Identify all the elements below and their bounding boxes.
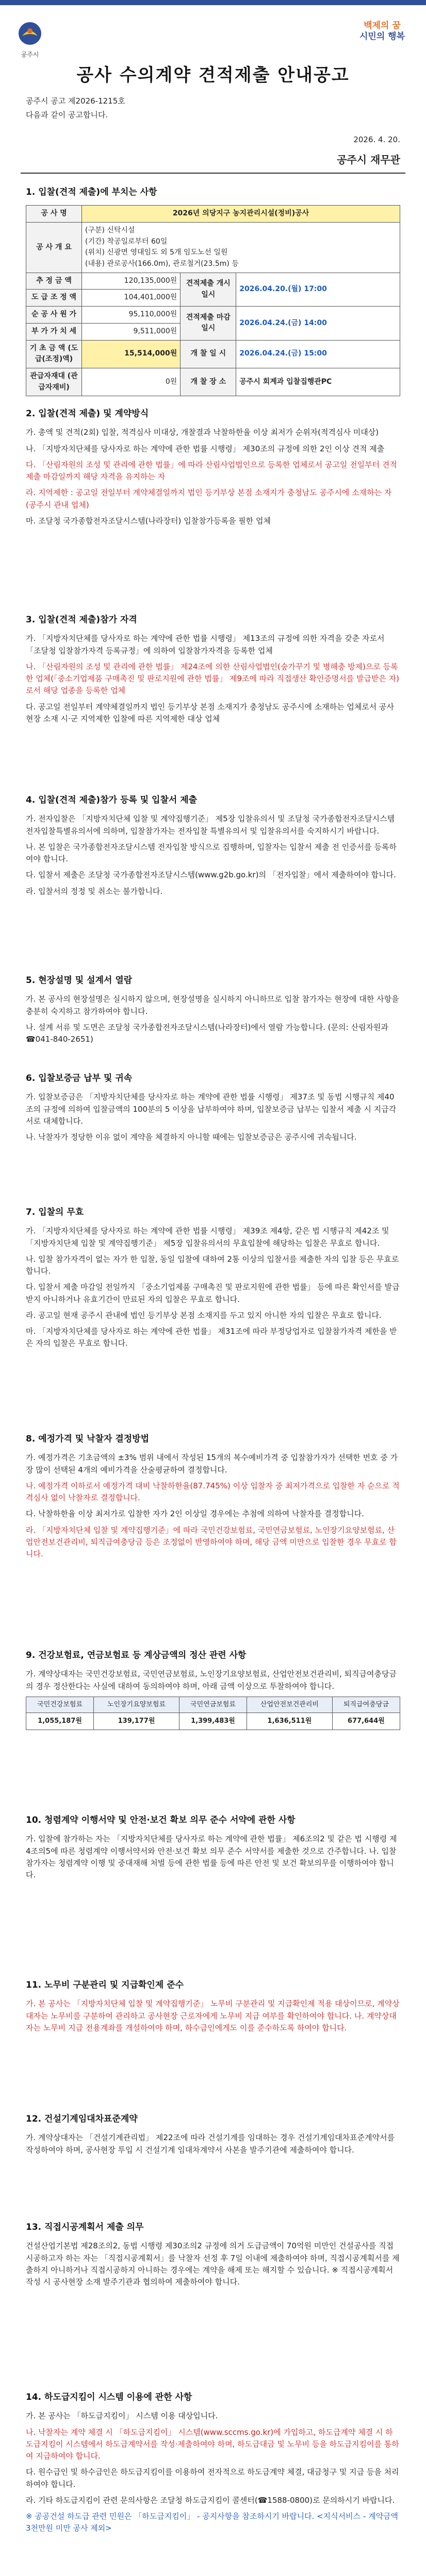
- bid-info-table: [26, 205, 400, 396]
- top-accent-bar: [0, 0, 426, 5]
- section-12: [26, 2112, 400, 2160]
- base-value: 15,514,000원: [82, 340, 181, 368]
- section-12-title: 12. 건설기계임대차표준계약: [26, 2114, 138, 2124]
- section-13: [26, 2221, 400, 2292]
- insurance-value: 1,399,483원: [179, 1713, 247, 1730]
- overview-item: (내용) 관로공사(166.0m), 관로철거(23.5m) 등: [85, 260, 239, 268]
- section-2: [26, 407, 400, 531]
- section-8-item: 라. 「지방자치단체 입찰 및 계약집행기준」에 따라 국민건강보험료, 국민연금보험료, 노인장기요양보험료, 산업안전보건관리비, 퇴직급여충당금 등은 조정없이 반영하여야 하며, 해당 금액 미만으로 입찰한 경우 무효로 합니다.: [26, 1525, 397, 1559]
- design-label: 도 급 조 정 액: [26, 290, 82, 307]
- section-13-text: 건설산업기본법 제28조의2, 동법 시행령 제30조의2 규정에 의거 도급금액이 70억원 미만인 건설공사를 직접 시공하고자 하는 자는 「직접시공계획서」를 낙찰자 선정 후 7일 이내에 제출하여야 하며, 직접시공계획서를 제출하지 아니하거나 직접시공하지 아니하는 경우에는 계약을 해제 또는 해지할 수 있습니다. ※ 직접시공계획서 작성 시 공사현장 소재 발주기관과 협의하여 제출하여야 합니다.: [26, 2241, 400, 2287]
- insurance-header: 노인장기요양보험료: [94, 1697, 179, 1713]
- section-12-text: 가. 계약상대자는 「건설기계관리법」 제22조에 따라 건설기계를 임대하는 경우 건설기계임대차표준계약서를 작성하여야 하며, 공사현장 투입 시 건설기계 임대차계약서 사본을 발주기관에 제출하여야 합니다.: [26, 2133, 395, 2155]
- section-9-text: 가. 계약상대자는 국민건강보험료, 국민연금보험료, 노인장기요양보험료, 산업안전보건관리비, 퇴직급여충당금의 경우 정산한다는 사실에 대하여 동의하여야 하며, 아래 금액 이상으로 투찰하여야 합니다.: [26, 1669, 397, 1691]
- base-label: 기 초 금 액 (도급(조정)액): [26, 340, 82, 368]
- section-7: [26, 1206, 400, 1354]
- vat-value: 9,511,000원: [82, 323, 181, 340]
- submit-start-label: 견적제출 개시 일시: [181, 273, 236, 306]
- section-10-title: 10. 청렴계약 이행서약 및 안전·보건 확보 의무 준수 서약에 관한 사항: [26, 1815, 296, 1825]
- section-2-item: 마. 조달청 국가종합전자조달시스템(나라장터) 입찰참가등록을 필한 업체: [26, 516, 271, 526]
- submit-end-value: 2026.04.24.(금) 14:00: [236, 307, 400, 340]
- section-14-item: 다. 원수급인 및 하수급인은 하도급지킴이를 이용하여 전자적으로 하도급계약 체결, 대금청구 및 지급 등을 처리하여야 합니다.: [26, 2467, 399, 2489]
- notice-date: 2026. 4. 20.: [353, 135, 400, 144]
- material-label: 관급자재대 (관급자재비): [26, 368, 82, 396]
- cost-value: 95,110,000원: [82, 307, 181, 324]
- section-6: [26, 1072, 400, 1147]
- open-label: 개 찰 일 시: [181, 340, 236, 368]
- insurance-header: 퇴직급여충당금: [332, 1697, 400, 1713]
- section-11-title: 11. 노무비 구분관리 및 지급확인제 준수: [26, 1980, 184, 1990]
- material-value: 0원: [82, 368, 181, 396]
- section-14: [26, 2391, 400, 2539]
- section-4-item: 다. 입찰서 제출은 조달청 국가종합전자조달시스템(www.g2b.go.kr)의 「전자입찰」에서 제출하여야 합니다.: [26, 870, 396, 880]
- slogan-line-1: 백제의 꿈: [364, 21, 401, 31]
- section-7-item: 마. 「지방자치단체를 당사자로 하는 계약에 관한 법률」 제31조에 따라 부정당업자로 입찰참가자격 제한을 받은 자의 입찰은 무효로 합니다.: [26, 1327, 397, 1348]
- section-2-item: 나. 「지방자치단체를 당사자로 하는 계약에 관한 법률 시행령」 제30조의 규정에 의한 2인 이상 견적 제출: [26, 444, 385, 453]
- section-8: [26, 1432, 400, 1564]
- open-value: 2026.04.24.(금) 15:00: [236, 340, 400, 368]
- insurance-header: 국민건강보험료: [26, 1697, 94, 1713]
- section-7-title: 7. 입찰의 무효: [26, 1207, 84, 1217]
- city-logo: [15, 21, 44, 60]
- city-slogan: [354, 21, 411, 43]
- project-label: 공 사 명: [26, 206, 82, 223]
- design-value: 104,401,000원: [82, 290, 181, 307]
- section-14-item: 라. 기타 하도급지킴이 관련 문의사항은 조달청 하도급지킴이 콜센터(☎1588-0800)로 문의하시기 바랍니다.: [26, 2495, 395, 2505]
- section-3-item: 다. 공고일 전일부터 계약체결일까지 법인 등기부상 본점 소재지가 충청남도 공주시에 소재하는 업체로서 공사현장 소재 시·군 지역제한 입찰에 따른 지역제한 대상 업체: [26, 702, 395, 723]
- section-14-item: 가. 본 공사는 「하도급지킴이」 시스템 이용 대상입니다.: [26, 2411, 218, 2421]
- section-6-item: 나. 낙찰자가 정당한 이유 없이 계약을 체결하지 아니할 때에는 입찰보증금은 공주시에 귀속됩니다.: [26, 1132, 357, 1142]
- section-14-item: ※ 공공건설 하도급 관련 민원은 「하도급지킴이」 - 공지사항을 참조하시기 바랍니다. <지식서비스 - 계약금액 3천만원 미만 공사 제외>: [26, 2512, 399, 2533]
- section-4-item: 나. 본 입찰은 국가종합전자조달시스템 전자입찰 방식으로 집행하며, 입찰자는 입찰서 제출 전 인증서를 등록하여야 합니다.: [26, 842, 397, 864]
- city-emblem-icon: [17, 21, 43, 46]
- section-7-item: 나. 입찰 참가자격이 없는 자가 한 입찰, 동일 입찰에 대하여 2통 이상의 입찰서를 제출한 자의 입찰 등은 무효로 합니다.: [26, 1254, 399, 1276]
- section-4-item: 가. 전자입찰은 「지방자치단체 입찰 및 계약집행기준」 제5장 입찰유의서 및 조달청 국가종합전자조달시스템 전자입찰특별유의서에 의하며, 입찰참가자는 전자입찰 특별유의서 및 입찰유의서를 숙지하시기 바랍니다.: [26, 814, 395, 836]
- notice-intro: 다음과 같이 공고합니다.: [26, 110, 108, 120]
- overview-cell: [82, 223, 400, 273]
- section-3-item: 나. 「산림자원의 조성 및 관리에 관한 법률」 제24조에 의한 산림사업법인(숲가꾸기 및 병해충 방제)으로 등록한 업체(「중소기업제품 구매촉진 및 판로지원에 관한 법률」 제9조에 따라 직접생산 확인증명서를 발급받은 자)로서 해당 업종을 등록한 업체: [26, 662, 400, 696]
- section-8-item: 다. 낙찰하한율 이상 최저가로 입찰한 자가 2인 이상일 경우에는 추첨에 의하여 낙찰자를 결정합니다.: [26, 1509, 364, 1519]
- header-divider: [21, 173, 405, 174]
- section-14-title: 14. 하도급지킴이 시스템 이용에 관한 사항: [26, 2392, 192, 2402]
- insurance-header: 국민연금보험료: [179, 1697, 247, 1713]
- section-3: [26, 613, 400, 729]
- section-13-title: 13. 직접시공계획서 제출 의무: [26, 2222, 144, 2232]
- section-2-item: 라. 지역제한 : 공고일 전일부터 계약체결일까지 법인 등기부상 본점 소재지가 충청남도 공주시에 소재하는 자(공주시 관내 업체): [26, 488, 392, 510]
- insurance-value: 139,177원: [94, 1713, 179, 1730]
- section-5-item: 나. 설계 서류 및 도면은 조달청 국가종합전자조달시스템(나라장터)에서 열람 가능합니다. (문의: 산림자원과 ☎041-840-2651): [26, 1022, 388, 1044]
- section-11-text: 가. 본 공사는 「지방자치단체 입찰 및 계약집행기준」 노무비 구분관리 및 지급확인제 적용 대상이므로, 계약상대자는 노무비를 구분하여 관리하고 공사현장 근로자에게 노무비 지급 여부를 확인하여야 합니다. 나. 계약상대자는 노무비 지급 전용계좌를 개설하여야 하며, 하수급인에게도 이를 준수하도록 하여야 합니다.: [26, 1999, 400, 2032]
- estimate-label: 추 정 금 액: [26, 273, 82, 290]
- section-6-title: 6. 입찰보증금 납부 및 귀속: [26, 1073, 133, 1083]
- insurance-value: 677,644원: [332, 1713, 400, 1730]
- insurance-value: 1,055,187원: [26, 1713, 94, 1730]
- section-9-title: 9. 건강보험료, 연금보험료 등 계상금액의 정산 관련 사항: [26, 1650, 247, 1660]
- slogan-line-2: 시민의 행복: [359, 31, 405, 42]
- section-9: [26, 1649, 400, 1730]
- notice-meta: [26, 95, 125, 124]
- section-10: [26, 1814, 400, 1885]
- section-2-title: 2. 입찰(견적 제출) 및 계약방식: [26, 409, 149, 419]
- cost-label: 순 공 사 원 가: [26, 307, 82, 324]
- submit-end-label: 견적제출 마감 일시: [181, 307, 236, 340]
- section-7-item: 가. 「지방자치단체를 당사자로 하는 계약에 관한 법률 시행령」 제39조 제4항, 같은 법 시행규칙 제42조 및 「지방자치단체 입찰 및 계약집행기준」 제5장 입찰유의서의 무효입찰에 해당하는 입찰은 무효로 합니다.: [26, 1226, 389, 1248]
- notice-number: 공주시 공고 제2026-1215호: [26, 96, 125, 106]
- overview-item: (위치) 신광면 영대임도 외 5개 임도노선 일원: [85, 248, 228, 257]
- vat-label: 부 가 가 치 세: [26, 323, 82, 340]
- project-name: 2026년 의당지구 농지관리시설(정비)공사: [82, 206, 400, 223]
- section-5-item: 가. 본 공사의 현장설명은 실시하지 않으며, 현장설명을 실시하지 아니하므로 입찰 참가자는 현장에 대한 사항을 충분히 숙지하고 참가하여야 합니다.: [26, 994, 399, 1016]
- section-4: [26, 793, 400, 902]
- section-3-item: 가. 「지방자치단체를 당사자로 하는 계약에 관한 법률 시행령」 제13조의 규정에 의한 자격을 갖춘 자로서 「조달청 입찰참가자격 등록규정」에 의하여 입찰참가자격을 등록한 업체: [26, 634, 385, 655]
- section-4-title: 4. 입찰(견적 제출)참가 등록 및 입찰서 제출: [26, 795, 198, 805]
- place-label: 개 찰 장 소: [181, 368, 236, 396]
- section-4-item: 라. 입찰서의 정정 및 취소는 불가합니다.: [26, 886, 163, 896]
- section-7-item: 다. 입찰서 제출 마감일 전일까지 「중소기업제품 구매촉진 및 판로지원에 관한 법률」 등에 따른 확인서를 발급받지 아니하거나 유효기간이 만료된 자의 입찰은 무효로 합니다.: [26, 1282, 400, 1304]
- submit-start-value: 2026.04.20.(월) 17:00: [236, 273, 400, 306]
- section-1-title: 1. 입찰(견적 제출)에 부치는 사항: [26, 187, 157, 197]
- overview-item: (구분) 신탁시설: [85, 226, 135, 235]
- section-8-item: 가. 예정가격은 기초금액의 ±3% 범위 내에서 작성된 15개의 복수예비가격 중 입찰참가자가 선택한 번호 중 가장 많이 선택된 4개의 예비가격을 산술평균하여 결정합니다.: [26, 1453, 398, 1475]
- section-6-item: 가. 입찰보증금은 「지방자치단체를 당사자로 하는 계약에 관한 법률 시행령」 제37조 및 동법 시행규칙 제40조의 규정에 의하여 입찰금액의 100분의 5 이상을 납부하여야 하며, 입찰보증금 납부는 입찰서 제출 시 지급각서로 대체합니다.: [26, 1092, 397, 1126]
- overview-label: 공 사 개 요: [26, 223, 82, 273]
- section-5-title: 5. 현장설명 및 설계서 열람: [26, 975, 133, 986]
- notice-issuer: 공주시 재무관: [337, 154, 400, 166]
- section-5: [26, 974, 400, 1049]
- logo-caption: 공주시: [21, 51, 39, 59]
- insurance-header: 산업안전보건관리비: [247, 1697, 333, 1713]
- section-8-item: 나. 예정가격 이하로서 예정가격 대비 낙찰하한율(87.745%) 이상 입찰자 중 최저가격으로 입찰한 자 순으로 적격심사 없이 낙찰자로 결정합니다.: [26, 1481, 400, 1503]
- place-value: 공주시 회계과 입찰집행관PC: [236, 368, 400, 396]
- section-8-title: 8. 예정가격 및 낙찰자 결정방법: [26, 1434, 150, 1444]
- section-1: [26, 185, 400, 396]
- insurance-table: [26, 1697, 400, 1730]
- section-11: [26, 1978, 400, 2038]
- section-14-item: 나. 낙찰자는 계약 체결 시 「하도급지킴이」 시스템(www.sccms.go.kr)에 가입하고, 하도급계약 체결 시 하도급지킴이 시스템에서 하도급계약서를 작성·제출하여야 하며, 하도급대금 및 노무비 등을 하도급지킴이를 통하여 지급하여야 합니다.: [26, 2427, 399, 2461]
- section-7-item: 라. 공고일 현재 공주시 관내에 법인 등기부상 본점 소재지를 두고 있지 아니한 자의 입찰은 무효로 합니다.: [26, 1310, 382, 1320]
- section-10-text: 가. 입찰에 참가하는 자는 「지방자치단체를 당사자로 하는 계약에 관한 법률」 제6조의2 및 같은 법 시행령 제4조의5에 따른 청렴계약 이행서약서와 안전·보건 확보 의무 준수 서약서를 제출한 것으로 간주합니다. 나. 입찰참가자는 청렴계약 이행 및 중대재해 처벌 등에 관한 법률 등에 따른 안전 및 보건 확보의무를 이행하여야 합니다.: [26, 1834, 397, 1880]
- document-title: 공사 수의계약 견적제출 안내공고: [76, 65, 350, 86]
- overview-item: (기간) 착공일로부터 60일: [85, 237, 168, 246]
- estimate-value: 120,135,000원: [82, 273, 181, 290]
- section-2-item: 가. 총액 및 견적(2회) 입찰, 적격심사 미대상, 개찰결과 낙찰하한율 이상 최저가 순위자(적격심사 미대상): [26, 428, 379, 437]
- section-3-title: 3. 입찰(견적 제출)참가 자격: [26, 615, 137, 625]
- section-2-item: 다. 「산림자원의 조성 및 관리에 관한 법률」에 따라 산림사업법인으로 등록한 업체로서 공고일 전일부터 견적제출 마감일까지 해당 자격을 유지하는 자: [26, 460, 397, 482]
- insurance-value: 1,636,511원: [247, 1713, 333, 1730]
